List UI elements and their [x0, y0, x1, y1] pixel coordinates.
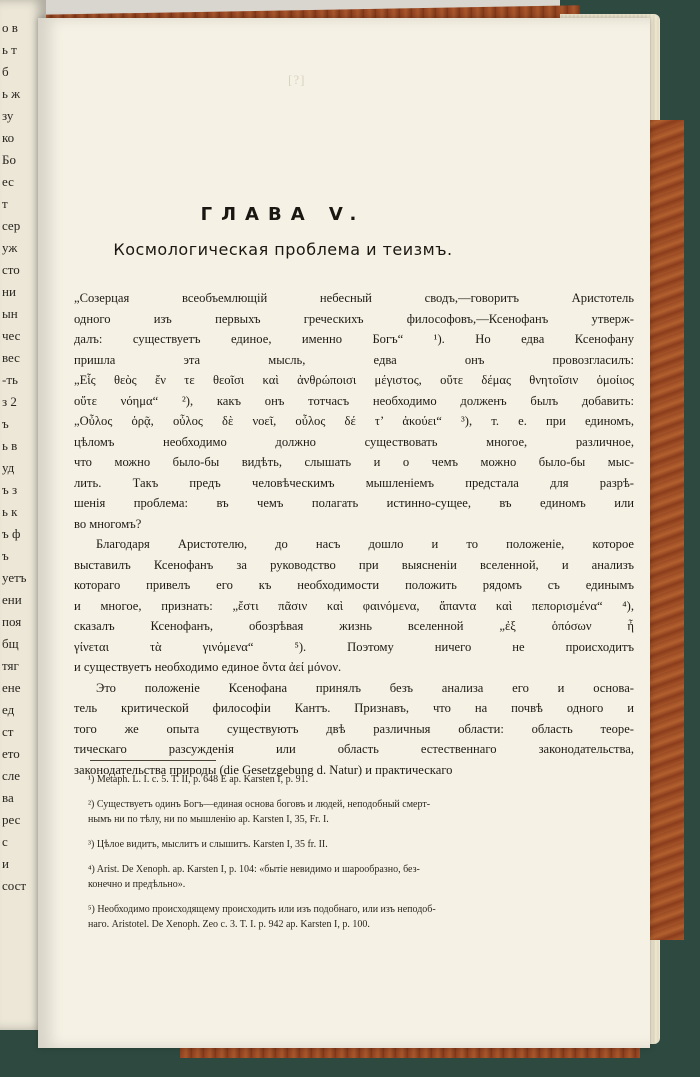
text-line: тель критической философіи Кантъ. Признавъ, что на почвѣ одного и — [74, 701, 634, 715]
text-line: далъ: существуетъ единое, именно Богъ“ ¹). Но едва Ксенофану — [74, 332, 634, 346]
previous-page-fragment: -ть — [2, 372, 18, 387]
previous-page-fragment: ст — [2, 724, 14, 739]
footnote-line: конечно и предѣльно». — [88, 879, 186, 890]
text-line: Это положеніе Ксенофана принялъ безъ анализа его и основа- — [96, 680, 634, 695]
previous-page-fragment: ни — [2, 284, 16, 299]
previous-page-fragment: ко — [2, 130, 15, 145]
text-line: Благодаря Аристотелю, до насъ дошло и то положеніе, которое — [96, 537, 634, 551]
footnote-line: ⁵) Необходимо происходящему происходить или изъ подобнаго, или изъ неподоб- — [88, 904, 436, 915]
previous-page-fragment: ь ж — [2, 86, 21, 101]
text-line: тическаго разсужденія или область естественнаго законодательства, — [74, 742, 634, 756]
previous-page-fragment: уетъ — [2, 570, 27, 585]
footnote-line: наго. Aristotel. De Xenoph. Zeo c. 3. T. I. p. 942 ap. Karsten I, p. 100. — [88, 919, 370, 930]
text-line: пришла эта мысль, едва онъ провозгласилъ: — [74, 352, 634, 367]
previous-page-fragment: сто — [2, 262, 20, 277]
text-line: котораго привелъ его къ необходимости положить рядомъ съ единымъ — [74, 578, 634, 592]
previous-page-fragment: ъ — [2, 416, 9, 431]
text-line: сказалъ Ксенофанъ, обозрѣвая жизнь вселенной „ἐξ ὁπόσων ἦ — [74, 619, 634, 633]
footnote — [88, 862, 558, 892]
previous-page-fragment: чес — [2, 328, 21, 343]
text-line: οὔτε νόημα“ ²), какъ онъ тотчасъ необходимо долженъ былъ добавить: — [74, 393, 634, 408]
previous-page-fragment: ва — [2, 790, 14, 805]
footnote-rule — [90, 760, 216, 761]
footnote-line: ²) Существуетъ одинъ Богъ—единая основа боговъ и людей, неподобный смерт- — [88, 799, 431, 810]
page-number: [?] — [288, 72, 306, 87]
text-line: γίνεται τὰ γινόμενα“ ⁵). Поэтому ничего не происходитъ — [74, 639, 634, 654]
text-line: законодательства природы (die Gesetzgebung d. Natur) и практическаго — [74, 762, 453, 777]
previous-page-text — [2, 20, 40, 900]
footnote-line: ¹) Metaph. L. I. c. 5. T. II, p. 648 E ap. Karsten I, p. 91. — [88, 774, 309, 785]
previous-page-fragment: ес — [2, 174, 14, 189]
previous-page-fragment: вес — [2, 350, 20, 365]
footnote — [88, 772, 558, 787]
previous-page-fragment: ь к — [2, 504, 18, 519]
book-page — [38, 18, 650, 1048]
text-line: и многое, признать: „ἔστι πᾶσιν καὶ φαινόμενα, ἅπαντα καὶ πεπορισμένα“ ⁴), — [74, 598, 634, 613]
previous-page-fragment: ь т — [2, 42, 17, 57]
previous-page-fragment: с — [2, 834, 8, 849]
footnote-line: ³) Цѣлое видитъ, мыслитъ и слышитъ. Karsten I, 35 fr. II. — [88, 839, 328, 850]
text-line: лить. Такъ предъ человѣческимъ мышленіемъ предстала для разрѣ- — [74, 475, 634, 490]
previous-page-fragment: зу — [2, 108, 14, 123]
previous-page-fragment: т — [2, 196, 8, 211]
footnote — [88, 797, 558, 827]
text-line: во многомъ? — [74, 516, 142, 531]
chapter-title: ГЛАВА V. — [200, 204, 366, 225]
previous-page-fragment: ъ з — [2, 482, 18, 497]
previous-page-fragment: рес — [2, 812, 21, 827]
previous-page-fragment: ед — [2, 702, 15, 717]
previous-page-fragment: з 2 — [2, 394, 17, 409]
previous-page-fragment: ени — [2, 592, 22, 607]
previous-page-fragment: уж — [2, 240, 18, 255]
footnote — [88, 837, 558, 852]
previous-page-fragment: ь в — [2, 438, 18, 453]
footnotes — [88, 772, 558, 942]
text-line: и существуетъ необходимо единое ὄντα ἀεί μόνον. — [74, 660, 342, 674]
previous-page-fragment: и — [2, 856, 9, 871]
text-line: цѣломъ необходимо должно существовать многое, различное, — [74, 434, 634, 449]
previous-page-fragment: б — [2, 64, 9, 79]
footnote-line: нымъ ни по тѣлу, ни по мышленію ap. Karsten I, 35, Fr. I. — [88, 814, 329, 825]
previous-page-fragment: ето — [2, 746, 20, 761]
previous-page-fragment: бщ — [2, 636, 19, 651]
text-line: выставилъ Ксенофанъ за руководство при выясненіи вселенной, и анализъ — [74, 557, 634, 572]
previous-page-fragment: тяг — [2, 658, 19, 673]
text-line: „Οὖλος ὁρᾷ, οὖλος δὲ νοεῖ, οὖλος δέ τ’ ἀκούει“ ³), т. е. при единомъ, — [74, 414, 634, 428]
text-line: что можно было-бы видѣть, слышать и о чемъ можно было-бы мыс- — [74, 455, 634, 469]
previous-page-fragment: сер — [2, 218, 21, 233]
previous-page-fragment: Бо — [2, 152, 16, 167]
footnote-line: ⁴) Arist. De Xenoph. ap. Karsten I, p. 104: «бытіе невидимо и шарообразно, без- — [88, 864, 420, 875]
body-text — [74, 288, 634, 780]
previous-page-fragment: ъ — [2, 548, 9, 563]
previous-page-fragment: о в — [2, 20, 18, 35]
previous-page-fragment: уд — [2, 460, 15, 475]
text-line: „Εἷς θεὸς ἔν τε θεοῖσι καὶ ἀνθρώποισι μέγιστος, οὔτε δέμας θνητοῖσιν ὁμοίιος — [74, 373, 634, 387]
text-line: одного изъ первыхъ греческихъ философовъ,—Ксенофанъ утверж- — [74, 311, 634, 326]
previous-page-fragment: ын — [2, 306, 18, 321]
footnote — [88, 902, 558, 932]
text-line: того же опыта существуютъ двѣ различныя области: область теоре- — [74, 721, 634, 736]
previous-page-fragment: сост — [2, 878, 27, 893]
previous-page-fragment: ене — [2, 680, 21, 695]
leather-corner — [648, 120, 684, 940]
chapter-subtitle: Космологическая проблема и теизмъ. — [113, 240, 453, 259]
text-line: „Созерцая всеобъемлющій небесный сводъ,—говоритъ Аристотель — [74, 291, 634, 305]
previous-page-fragment: сле — [2, 768, 21, 783]
text-line: шенія проблема: въ чемъ полагать истинно-сущее, въ единомъ или — [74, 496, 634, 510]
previous-page-fragment: ъ ф — [2, 526, 21, 541]
previous-page-fragment: поя — [2, 614, 22, 629]
